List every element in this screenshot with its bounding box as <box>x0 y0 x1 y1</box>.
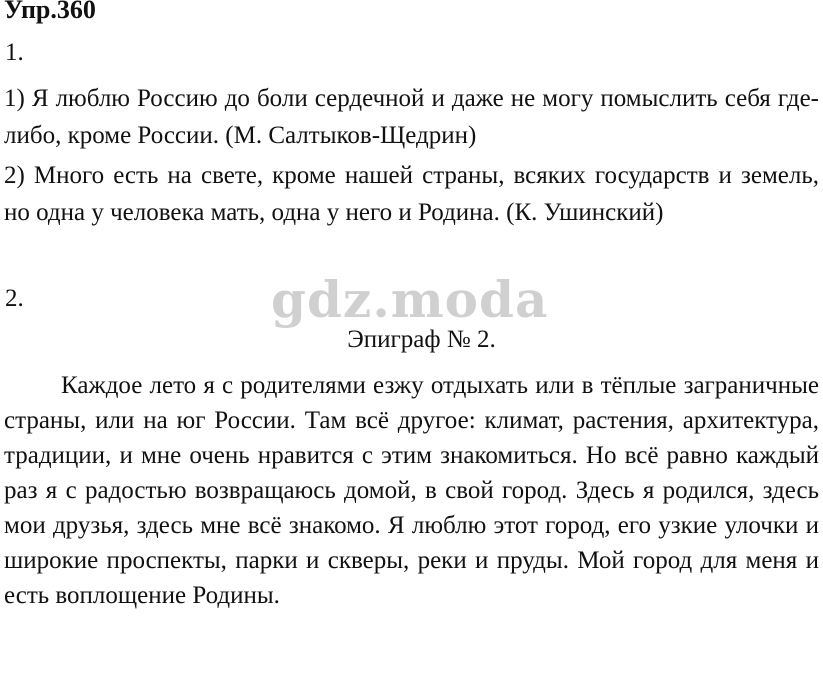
quote-2: 2) Много есть на свете, кроме нашей страны, всяких государств и земель, но одна у человека мать, одна у него и Родина. (К. Ушинский) <box>4 162 819 226</box>
part-2-number: 2. <box>5 285 24 312</box>
epigraph-heading: Эпиграф № 2. <box>347 326 496 353</box>
quote-1: 1) Я люблю Россию до боли сердечной и даже не могу помыслить себя где-либо, кроме России. (М. Салтыков-Щедрин) <box>4 85 819 149</box>
part-1-number: 1. <box>5 39 24 66</box>
watermark-logo: gdz.moda <box>271 270 549 329</box>
essay-paragraph: Каждое лето я с родителями езжу отдыхать или в тёплые заграничные страны, или на юг России. Там всё другое: климат, растения, архитектура, традиции, и мне очень нравится с этим знакомиться. Но всё равно каждый раз я с радостью возвращаюсь домой, в свой город. Здесь я родился, здесь мои друзья, здесь мне всё знакомо. Я люблю этот город, его узкие улочки и широкие проспекты, парки и скверы, реки и пруды. Мой город для меня и есть воплощение Родины. <box>4 372 819 609</box>
exercise-title: Упр.360 <box>4 0 96 24</box>
